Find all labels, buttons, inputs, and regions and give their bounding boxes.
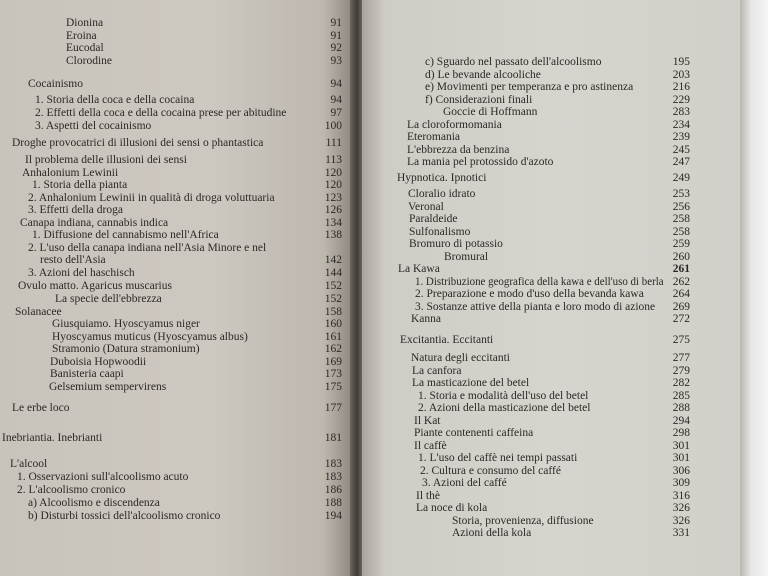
toc-entry-title: 2. L'uso della canapa indiana nell'Asia Minore e nel [28, 241, 267, 254]
toc-entry-page-number: 160 [324, 318, 342, 330]
toc-entry-title: 3. Sostanze attive della pianta e loro modo di azione [415, 300, 656, 313]
toc-entry-page-number: 277 [672, 352, 690, 364]
toc-entry-page-number: 169 [324, 355, 342, 368]
toc-entry-page-number: 298 [672, 427, 690, 439]
toc-entry-page-number: 177 [324, 402, 342, 414]
toc-entry-page-number: 94 [330, 78, 342, 90]
toc-entry-page-number: 113 [325, 154, 342, 166]
toc-entry-page-number: 259 [672, 238, 690, 250]
toc-entry-page-number: 203 [672, 68, 690, 81]
toc-entry-title: 2. Preparazione e modo d'uso della bevanda kawa [415, 288, 644, 300]
toc-entry-title: Kanna [411, 313, 442, 325]
toc-entry-page-number: 186 [324, 484, 342, 496]
toc-entry-title: La masticazione del betel [412, 377, 530, 389]
toc-entry-title: Goccie di Hoffmann [443, 106, 538, 118]
left-page [0, 0, 352, 576]
toc-entry-page-number: 326 [672, 502, 690, 514]
toc-entry-page-number: 253 [672, 188, 690, 200]
toc-entry-title: La noce di kola [416, 502, 488, 514]
toc-entry-page-number: 306 [672, 464, 690, 477]
toc-entry-title: Storia, provenienza, diffusione [452, 514, 594, 527]
toc-entry-title: L'alcool [10, 458, 48, 470]
toc-entry-page-number: 181 [324, 432, 342, 444]
toc-entry-title: Banisteria caapi [50, 368, 124, 380]
toc-entry-title: Eroina [66, 29, 97, 42]
toc-entry-title: c) Sguardo nel passato dell'alcoolismo [425, 56, 602, 68]
toc-entry-title: Stramonio (Datura stramonium) [52, 343, 200, 355]
toc-entry-title: 3. Azioni del haschisch [28, 267, 135, 279]
toc-entry-title: 2. Azioni della masticazione del betel [418, 402, 591, 414]
toc-entry-title: b) Disturbi tossici dell'alcoolismo cronico [28, 510, 221, 522]
toc-entry-page-number: 138 [324, 229, 342, 241]
toc-entry-title: 2. L'alcoolismo cronico [17, 484, 126, 496]
toc-entry-title: Paraldeide [409, 213, 458, 225]
toc-entry-page-number: 261 [672, 263, 690, 275]
toc-entry-title: Duboisia Hopwoodii [50, 355, 147, 368]
toc-entry-page-number: 249 [672, 172, 690, 184]
toc-entry-title: Excitantia. Eccitanti [400, 334, 494, 346]
toc-entry-title: Bromural [444, 250, 489, 263]
toc-entry-title: 3. Effetti della droga [28, 204, 123, 216]
toc-entry-page-number: 239 [672, 131, 690, 143]
toc-entry-page-number: 279 [672, 364, 690, 377]
toc-entry-page-number: 142 [324, 254, 342, 266]
right-page [362, 0, 746, 576]
toc-entry-title: Giusquiamo. Hyoscyamus niger [52, 318, 200, 330]
toc-entry-title: Gelsemium sempervirens [49, 381, 167, 393]
toc-entry-title: 1. Diffusione del cannabismo nell'Africa [32, 229, 219, 241]
toc-entry-page-number: 100 [324, 120, 342, 132]
toc-entry-title: Hypnotica. Ipnotici [397, 172, 487, 184]
toc-entry-page-number: 301 [672, 439, 690, 452]
toc-entry-page-number: 120 [324, 179, 342, 191]
toc-entry-page-number: 288 [672, 402, 690, 414]
toc-entry-title: Azioni della kola [452, 527, 532, 539]
toc-entry-title: 2. Anhalonium Lewinii in qualità di droga voluttuaria [28, 191, 275, 204]
toc-entry-page-number: 258 [672, 213, 690, 225]
toc-entry-title: La mania pel protossido d'azoto [407, 156, 554, 168]
toc-entry-title: Il thè [416, 489, 440, 502]
toc-entry-title: Eucodal [66, 42, 104, 54]
toc-entry-title: Canapa indiana, cannabis indica [20, 216, 169, 229]
toc-entry-title: Dionina [66, 17, 104, 29]
toc-entry-page-number: 175 [324, 381, 342, 393]
toc-entry-title: Piante contenenti caffeina [414, 427, 534, 439]
toc-entry-page-number: 229 [672, 93, 690, 106]
toc-entry-title: Il Kat [414, 414, 441, 427]
toc-entry-title: Ovulo matto. Agaricus muscarius [18, 280, 172, 292]
toc-entry-page-number: 260 [672, 250, 690, 263]
toc-entry-title: a) Alcoolismo e discendenza [28, 497, 160, 509]
toc-entry-title: La canfora [412, 364, 462, 377]
toc-entry-page-number: 144 [324, 267, 342, 279]
toc-entry-page-number: 91 [330, 29, 342, 42]
toc-entry-title: 3. Aspetti del cocainismo [35, 120, 152, 132]
toc-entry-page-number: 234 [672, 118, 690, 131]
toc-entry-page-number: 120 [324, 166, 342, 179]
toc-entry-page-number: 92 [330, 42, 342, 54]
toc-entry-title: L'ebbrezza da benzina [407, 143, 510, 156]
toc-entry-page-number: 283 [672, 106, 690, 118]
toc-entry-title: 2. Effetti della coca e della cocaina prese per abitudine [35, 107, 287, 119]
toc-entry-title: Clorodine [66, 54, 112, 67]
toc-entry-page-number: 194 [324, 510, 342, 522]
page-edge [740, 0, 768, 576]
toc-entry-title: 1. Distribuzione geografica della kawa e dell'uso di berla [415, 275, 664, 288]
toc-entry-title: Veronal [408, 200, 444, 213]
toc-entry-title: d) Le bevande alcooliche [425, 68, 541, 81]
toc-entry-page-number: 183 [324, 458, 342, 470]
toc-entry-page-number: 247 [672, 156, 690, 168]
toc-entry-page-number: 282 [672, 377, 690, 389]
toc-entry-page-number: 269 [672, 300, 690, 313]
toc-entry-page-number: 158 [324, 305, 342, 318]
toc-entry-title: La Kawa [398, 263, 440, 275]
toc-entry-page-number: 216 [672, 81, 690, 93]
toc-entry-title: resto dell'Asia [40, 254, 106, 266]
toc-entry-page-number: 309 [672, 477, 690, 489]
toc-entry-page-number: 272 [672, 313, 690, 325]
toc-entry-title: Hyoscyamus muticus (Hyoscyamus albus) [52, 330, 248, 343]
toc-entry-title: Le erbe loco [12, 402, 70, 414]
toc-entry-page-number: 152 [324, 293, 342, 305]
toc-entry-title: 1. L'uso del caffè nei tempi passati [418, 452, 578, 464]
toc-entry-page-number: 123 [324, 191, 342, 204]
toc-entry-title: e) Movimenti per temperanza e pro astinenza [425, 81, 634, 93]
toc-entry-title: Solanacee [15, 305, 62, 318]
toc-entry-page-number: 262 [672, 275, 690, 288]
toc-entry-title: f) Considerazioni finali [425, 93, 533, 106]
toc-entry-page-number: 162 [324, 343, 342, 355]
toc-entry-title: Bromuro di potassio [409, 238, 503, 250]
toc-entry-page-number: 161 [324, 330, 342, 343]
toc-entry-page-number: 173 [324, 368, 342, 380]
toc-entry-page-number: 326 [672, 514, 690, 527]
toc-entry-title: Il problema delle illusioni dei sensi [25, 154, 187, 166]
toc-entry-page-number: 94 [330, 94, 342, 106]
toc-entry-title: La cloroformomania [407, 118, 502, 131]
toc-entry-page-number: 316 [672, 489, 690, 502]
toc-entry-title: 1. Osservazioni sull'alcoolismo acuto [17, 470, 189, 483]
toc-entry-page-number: 301 [672, 452, 690, 464]
toc-entry-title: Cloralio idrato [408, 188, 476, 200]
toc-entry-page-number: 152 [324, 280, 342, 292]
toc-entry-page-number: 134 [324, 216, 342, 229]
toc-entry-page-number: 258 [672, 225, 690, 238]
toc-entry-title: 1. Storia della coca e della cocaina [35, 94, 195, 106]
toc-entry-page-number: 256 [672, 200, 690, 213]
toc-entry-page-number: 91 [330, 17, 342, 29]
toc-entry-title: 2. Cultura e consumo del caffé [420, 464, 561, 477]
toc-entry-title: Anhalonium Lewinii [22, 166, 119, 179]
toc-entry-title: 1. Storia e modalità dell'uso del betel [418, 389, 589, 402]
toc-entry-page-number: 245 [672, 143, 690, 156]
toc-entry-page-number: 97 [330, 107, 342, 119]
toc-entry-title: Cocainismo [28, 78, 83, 90]
toc-entry-title: 3. Azioni del caffé [422, 477, 507, 489]
toc-entry-title: Inebriantia. Inebrianti [2, 432, 103, 444]
toc-entry-page-number: 188 [324, 497, 342, 509]
toc-entry-page-number: 294 [672, 414, 690, 427]
toc-entry-title: Natura degli eccitanti [411, 352, 510, 364]
toc-entry-page-number: 93 [330, 54, 342, 67]
toc-entry-page-number: 264 [672, 288, 690, 300]
toc-entry-title: Sulfonalismo [409, 225, 471, 238]
toc-entry-title: 1. Storia della pianta [32, 179, 128, 191]
toc-entry-title: Eteromania [407, 131, 461, 143]
toc-entry-title: Il caffè [414, 439, 447, 452]
toc-entry-title: La specie dell'ebbrezza [55, 293, 162, 305]
toc-entry-page-number: 275 [672, 334, 690, 346]
toc-entry-page-number: 331 [672, 527, 690, 539]
toc-entry-page-number: 183 [324, 470, 342, 483]
toc-entry-page-number: 195 [672, 56, 690, 68]
toc-entry-page-number: 285 [672, 389, 690, 402]
toc-entry-page-number: 126 [324, 204, 342, 216]
toc-entry-title: Droghe provocatrici di illusioni dei sensi o phantastica [12, 137, 264, 149]
toc-entry-page-number: 111 [325, 137, 342, 149]
